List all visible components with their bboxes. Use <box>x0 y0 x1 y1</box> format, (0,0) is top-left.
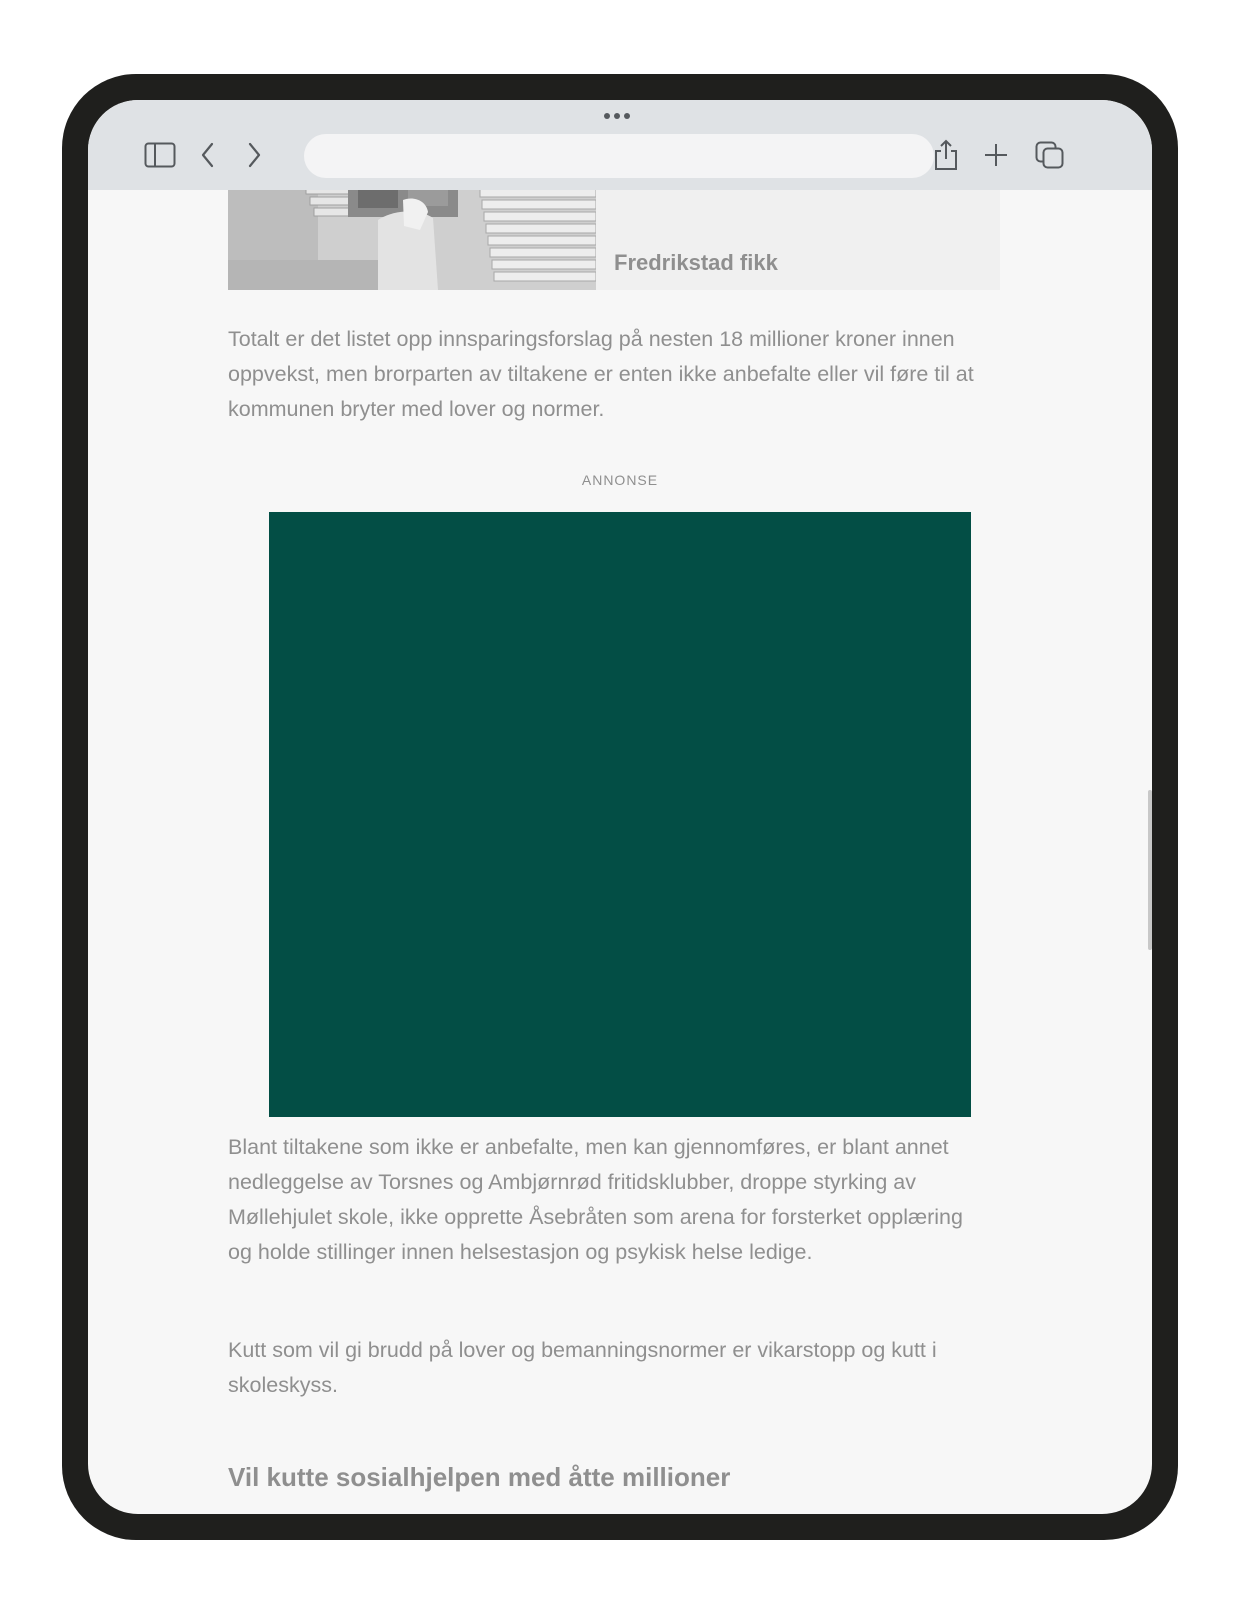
address-bar[interactable] <box>304 134 934 178</box>
tablet-frame <box>62 74 1178 1540</box>
tablet-screen <box>88 100 1152 1514</box>
article-paragraph: Blant tiltakene som ikke er anbefalte, men kan gjennomføres, er blant annet nedleggelse av Torsnes og Ambjørnrød fritidsklubber, droppe styrking av Møllehjulet skole, ikke opprette Åsebråten som arena for forsterket opplæring og holde stillinger innen helsestasjon og psykisk helse ledige. <box>228 1135 963 1264</box>
scrollbar[interactable] <box>1148 790 1152 950</box>
teaser-title[interactable]: Fredrikstad fikk <box>614 250 778 275</box>
back-icon[interactable] <box>188 138 228 172</box>
share-icon[interactable] <box>926 138 966 172</box>
sidebar-icon[interactable] <box>140 138 180 172</box>
tabs-overview-icon[interactable] <box>1030 138 1070 172</box>
article-paragraph: Totalt er det listet opp innsparingsforslag på nesten 18 millioner kroner innen oppvekst, men brorparten av tiltakene er enten ikke anbefalte eller vil føre til at kommunen bryter med lover og normer. <box>228 327 974 421</box>
article-content[interactable] <box>88 100 1152 1514</box>
article-paragraph: Kutt som vil gi brudd på lover og bemanningsnormer er vikarstopp og kutt i skoleskyss. <box>228 1338 937 1397</box>
multitasking-dots-icon[interactable] <box>604 113 630 119</box>
browser-toolbar <box>88 100 1152 190</box>
forward-icon[interactable] <box>234 138 274 172</box>
new-tab-icon[interactable] <box>976 138 1016 172</box>
ad-label: ANNONSE <box>581 472 659 488</box>
article-subheading: Vil kutte sosialhjelpen med åtte millioner <box>228 1462 731 1492</box>
advertisement-banner[interactable] <box>269 512 971 1117</box>
